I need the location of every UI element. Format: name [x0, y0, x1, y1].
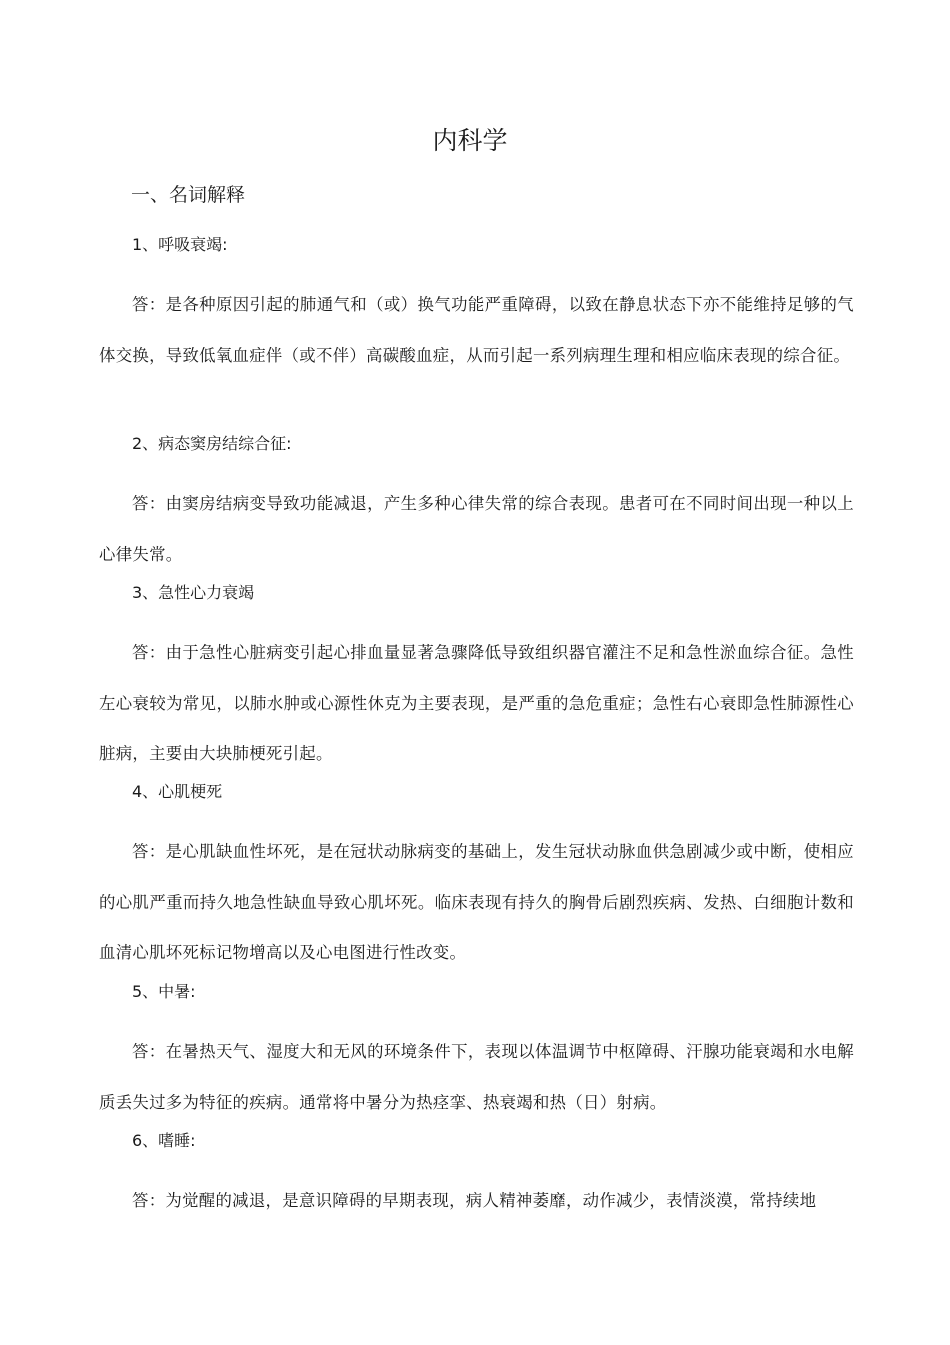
definition-item-4 [99, 780, 854, 979]
term-answer: 答：为觉醒的减退，是意识障碍的早期表现，病人精神萎靡，动作减少，表情淡漠，常持续地 [132, 1191, 817, 1210]
definition-item-1 [99, 233, 854, 381]
term-answer: 答：由窦房结病变导致功能减退，产生多种心律失常的综合表现。患者可在不同时间出现一种以上心律失常。 [99, 494, 854, 564]
document-title: 内科学 [432, 126, 508, 155]
definition-item-6 [99, 1129, 854, 1227]
definition-item-2 [99, 432, 854, 580]
term-answer: 答：是心肌缺血性坏死，是在冠状动脉病变的基础上，发生冠状动脉血供急剧减少或中断，使相应的心肌严重而持久地急性缺血导致心肌坏死。临床表现有持久的胸骨后剧烈疾病、发热、白细胞计数和血清心肌坏死标记物增高以及心电图进行性改变。 [99, 842, 854, 962]
term-heading: 4、心肌梗死 [132, 782, 223, 801]
definition-item-5 [99, 980, 854, 1128]
term-answer: 答：由于急性心脏病变引起心排血量显著急骤降低导致组织器官灌注不足和急性淤血综合征。急性左心衰较为常见，以肺水肿或心源性休克为主要表现，是严重的急危重症；急性右心衰即急性肺源性心脏病，主要由大块肺梗死引起。 [99, 643, 854, 763]
term-answer: 答：是各种原因引起的肺通气和（或）换气功能严重障碍，以致在静息状态下亦不能维持足够的气体交换，导致低氧血症伴（或不伴）高碳酸血症，从而引起一系列病理生理和相应临床表现的综合征。 [99, 295, 854, 365]
section-heading: 一、名词解释 [131, 184, 246, 206]
term-heading: 6、嗜睡: [132, 1131, 196, 1150]
term-heading: 3、急性心力衰竭 [132, 583, 255, 602]
term-heading: 5、中暑: [132, 982, 196, 1001]
term-heading: 2、病态窦房结综合征: [132, 434, 292, 453]
definition-item-3 [99, 581, 854, 780]
term-answer: 答：在暑热天气、湿度大和无风的环境条件下，表现以体温调节中枢障碍、汗腺功能衰竭和水电解质丢失过多为特征的疾病。通常将中暑分为热痉挛、热衰竭和热（日）射病。 [99, 1042, 854, 1112]
term-heading: 1、呼吸衰竭: [132, 235, 228, 254]
